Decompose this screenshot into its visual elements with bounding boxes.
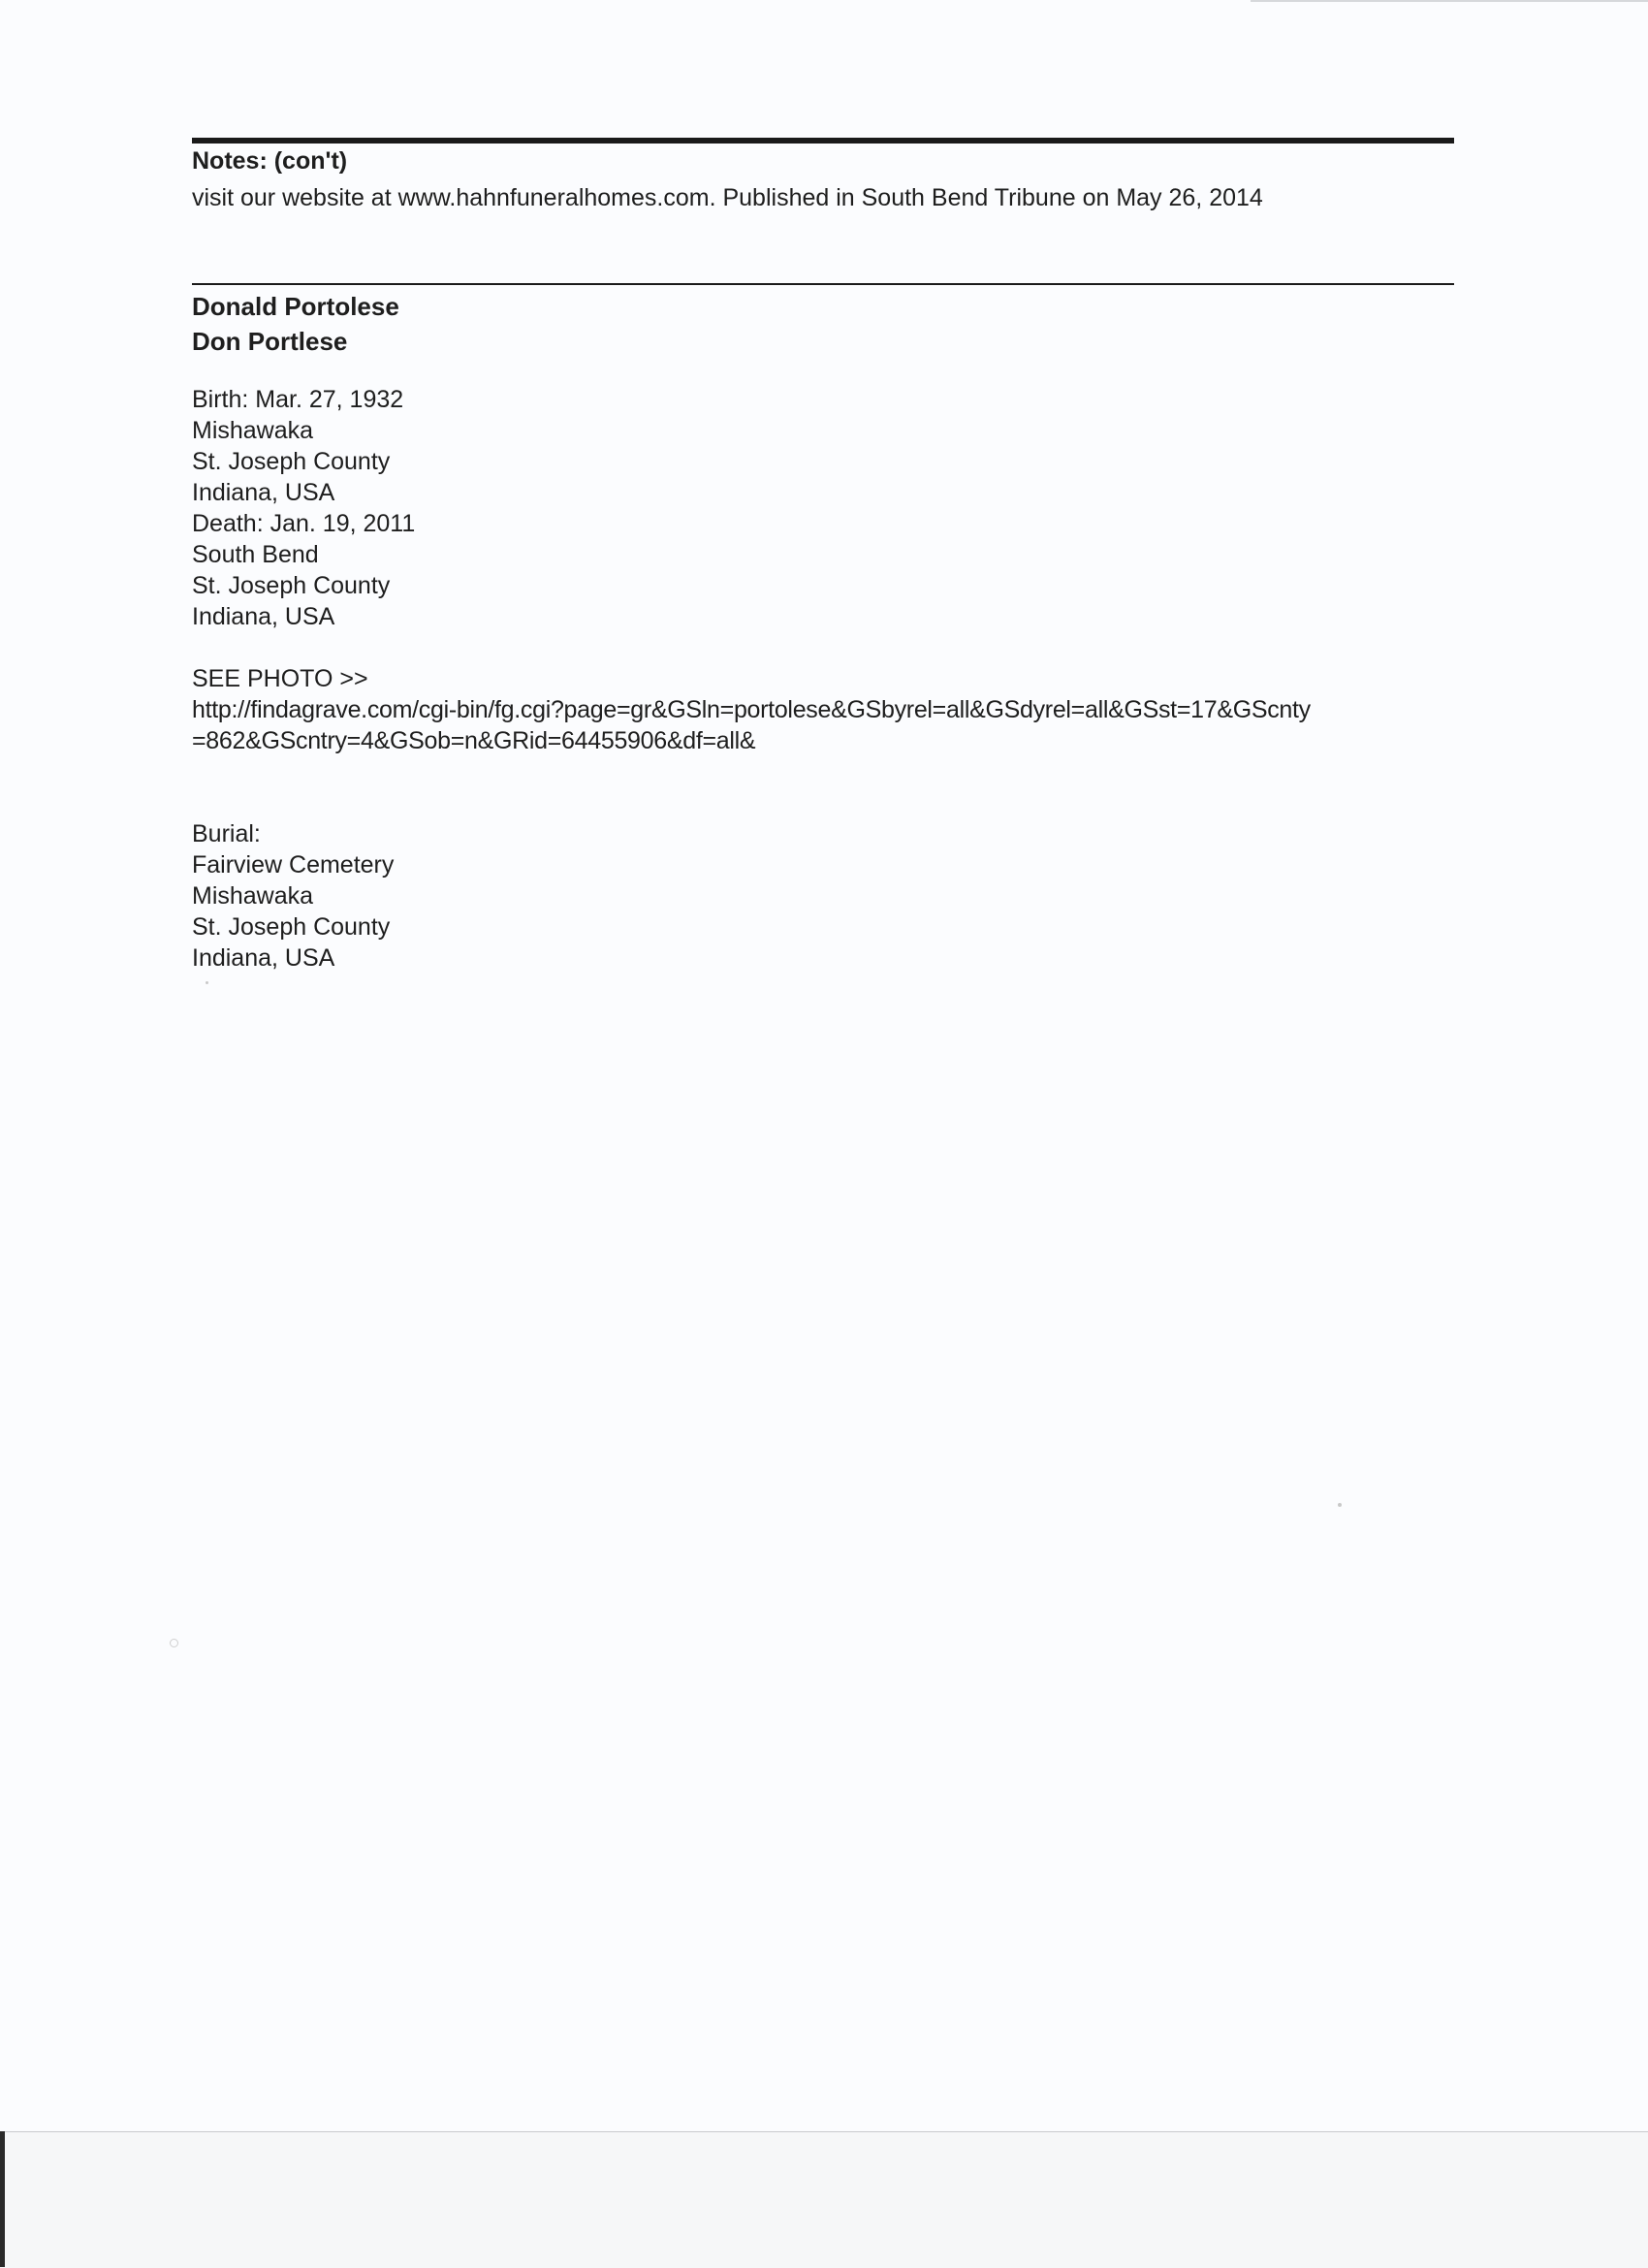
scan-speck — [206, 981, 208, 984]
birth-date: Birth: Mar. 27, 1932 — [192, 386, 404, 413]
photo-url-line-2[interactable]: =862&GScntry=4&GSob=n&GRid=64455906&df=all& — [192, 727, 756, 754]
section-divider — [192, 283, 1454, 285]
death-county: St. Joseph County — [192, 572, 391, 599]
see-photo-label: SEE PHOTO >> — [192, 665, 368, 692]
person-alt-name: Don Portlese — [192, 327, 348, 356]
scan-top-edge — [1251, 0, 1648, 2]
burial-county: St. Joseph County — [192, 913, 391, 941]
burial-city: Mishawaka — [192, 882, 314, 910]
scan-bottom-band — [0, 2131, 1648, 2268]
death-state: Indiana, USA — [192, 603, 335, 630]
birth-county: St. Joseph County — [192, 448, 391, 475]
vitals-block — [192, 384, 415, 632]
top-divider-thick — [192, 138, 1454, 144]
person-name: Donald Portolese — [192, 292, 399, 321]
burial-state: Indiana, USA — [192, 944, 335, 972]
person-names — [192, 289, 399, 359]
death-city: South Bend — [192, 541, 319, 568]
burial-cemetery: Fairview Cemetery — [192, 851, 395, 878]
scan-speck — [1338, 1503, 1342, 1507]
scan-speck — [170, 1639, 178, 1647]
notes-heading: Notes: (con't) — [192, 147, 348, 175]
burial-label: Burial: — [192, 820, 261, 847]
notes-text: visit our website at www.hahnfuneralhomes.com. Published in South Bend Tribune on May 26, 2014 — [192, 184, 1263, 211]
death-date: Death: Jan. 19, 2011 — [192, 510, 416, 537]
photo-block — [192, 663, 1311, 756]
birth-state: Indiana, USA — [192, 479, 335, 506]
scan-left-edge — [0, 2131, 5, 2267]
photo-url-line-1[interactable]: http://findagrave.com/cgi-bin/fg.cgi?page=gr&GSln=portolese&GSbyrel=all&GSdyrel=all&GSst=17&GScnty — [192, 696, 1311, 723]
burial-block — [192, 818, 394, 974]
birth-city: Mishawaka — [192, 417, 314, 444]
